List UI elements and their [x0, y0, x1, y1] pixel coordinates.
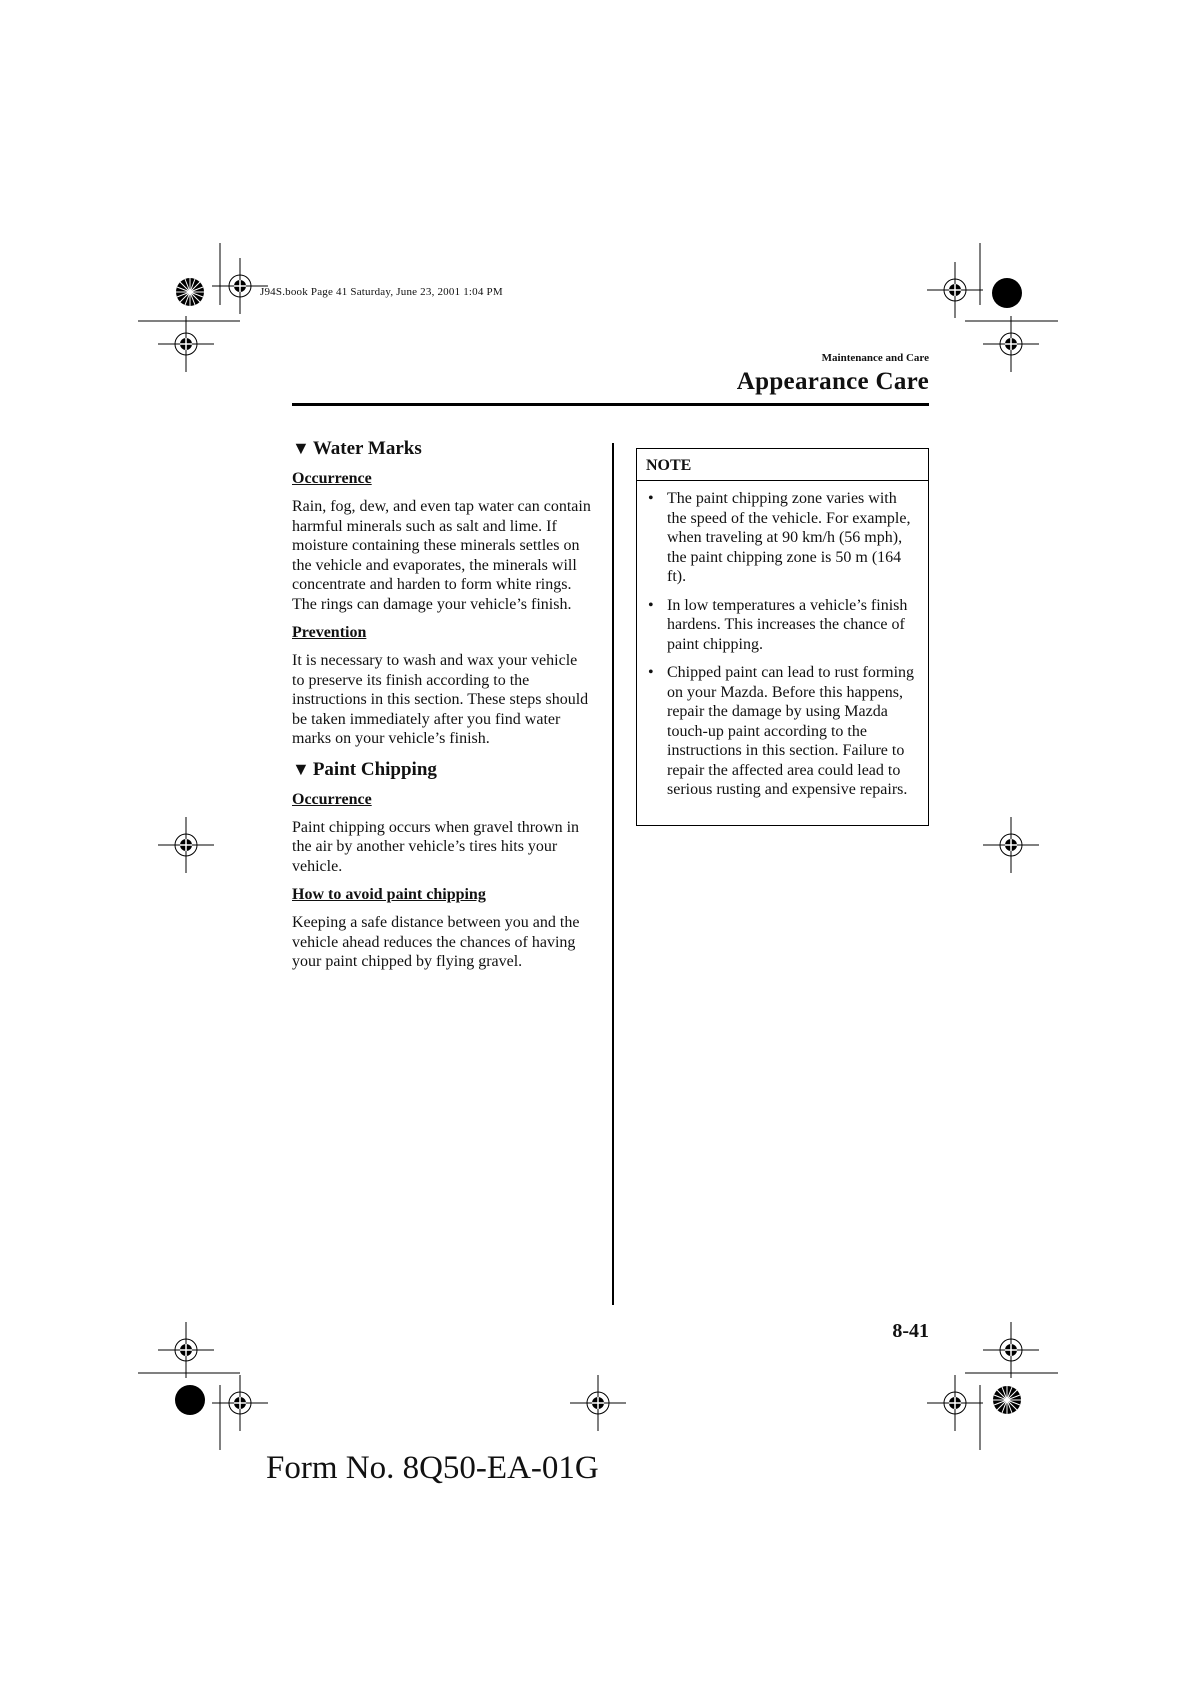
- left-column: [292, 438, 592, 982]
- down-triangle-icon: ▼: [292, 438, 310, 458]
- note-item: [648, 596, 918, 655]
- crosshair-mark-top-left-2: [158, 316, 214, 372]
- crosshair-mark-bottom-left-1: [158, 1322, 214, 1378]
- crosshair-mark-bottom-center: [570, 1375, 626, 1431]
- water-marks-occurrence-text: Rain, fog, dew, and even tap water can contain harmful minerals such as salt and lime. If moisture containing these minerals settles on the vehicle and evaporates, the minerals will concentrate and harden to form white rings. The rings can damage your vehicle’s finish.: [292, 498, 591, 613]
- water-marks-heading: [292, 438, 592, 460]
- paint-chipping-avoid-text: Keeping a safe distance between you and the vehicle ahead reduces the chances of having your paint chipped by flying gravel.: [292, 914, 580, 970]
- page-title: Appearance Care: [736, 368, 929, 395]
- sun-mark-bottom-right: [993, 1386, 1021, 1414]
- printer-info: J94S.book Page 41 Saturday, June 23, 2001 1:04 PM: [260, 286, 503, 298]
- paint-chipping-occurrence-text: Paint chipping occurs when gravel thrown in the air by another vehicle’s tires hits your vehicle.: [292, 818, 580, 875]
- page-number: 8-41: [892, 1320, 929, 1342]
- note-list: [637, 481, 928, 800]
- solid-mark-top-right: [992, 278, 1022, 308]
- bullet-icon: •: [648, 664, 654, 681]
- water-marks-prevention-text: It is necessary to wash and wax your vehicle to preserve its finish according to the instructions in this section. These steps should be taken immediately after you find water marks on your vehicle’s finish.: [292, 652, 589, 747]
- crosshair-mark-bottom-right-1: [983, 1322, 1039, 1378]
- note-item-text: Chipped paint can lead to rust forming on your Mazda. Before this happens, repair the damage by using Mazda touch-up paint according to the instructions in this section. Failure to repair the affected area could lead to serious rusting and expensive repairs.: [667, 664, 915, 798]
- sun-mark-top-left: [176, 278, 204, 306]
- crosshair-mark-middle-left: [158, 817, 214, 873]
- note-box: [636, 448, 929, 826]
- bullet-icon: •: [648, 490, 654, 507]
- solid-mark-bottom-left: [175, 1385, 205, 1415]
- section-label: Maintenance and Care: [821, 352, 929, 364]
- form-number: Form No. 8Q50-EA-01G: [266, 1450, 599, 1486]
- paint-chipping-avoid-label: How to avoid paint chipping: [292, 886, 486, 903]
- crosshair-mark-top-right-1: [927, 262, 983, 318]
- column-divider: [612, 443, 614, 1305]
- water-marks-heading-text: Water Marks: [312, 438, 422, 459]
- paint-chipping-heading-text: Paint Chipping: [312, 758, 437, 780]
- bullet-icon: •: [648, 596, 654, 614]
- note-item: [648, 489, 918, 587]
- paint-chipping-occurrence-label: Occurrence: [292, 790, 372, 808]
- crosshair-mark-bottom-right-2: [927, 1375, 983, 1431]
- crosshair-mark-top-right-2: [983, 316, 1039, 372]
- note-item-text: The paint chipping zone varies with the speed of the vehicle. For example, when traveling at 90 km/h (56 mph), the paint chipping zone is 50 m (164 ft).: [667, 490, 911, 585]
- note-item: [648, 663, 918, 800]
- water-marks-prevention-label: Prevention: [292, 624, 367, 641]
- crosshair-mark-middle-right: [983, 817, 1039, 873]
- note-item-text: In low temperatures a vehicle’s finish hardens. This increases the chance of paint chipping.: [667, 596, 908, 653]
- note-title: NOTE: [637, 449, 928, 481]
- water-marks-occurrence-label: Occurrence: [292, 470, 372, 487]
- header-rule: [292, 403, 929, 406]
- down-triangle-icon: ▼: [292, 758, 310, 779]
- paint-chipping-heading: [292, 759, 592, 781]
